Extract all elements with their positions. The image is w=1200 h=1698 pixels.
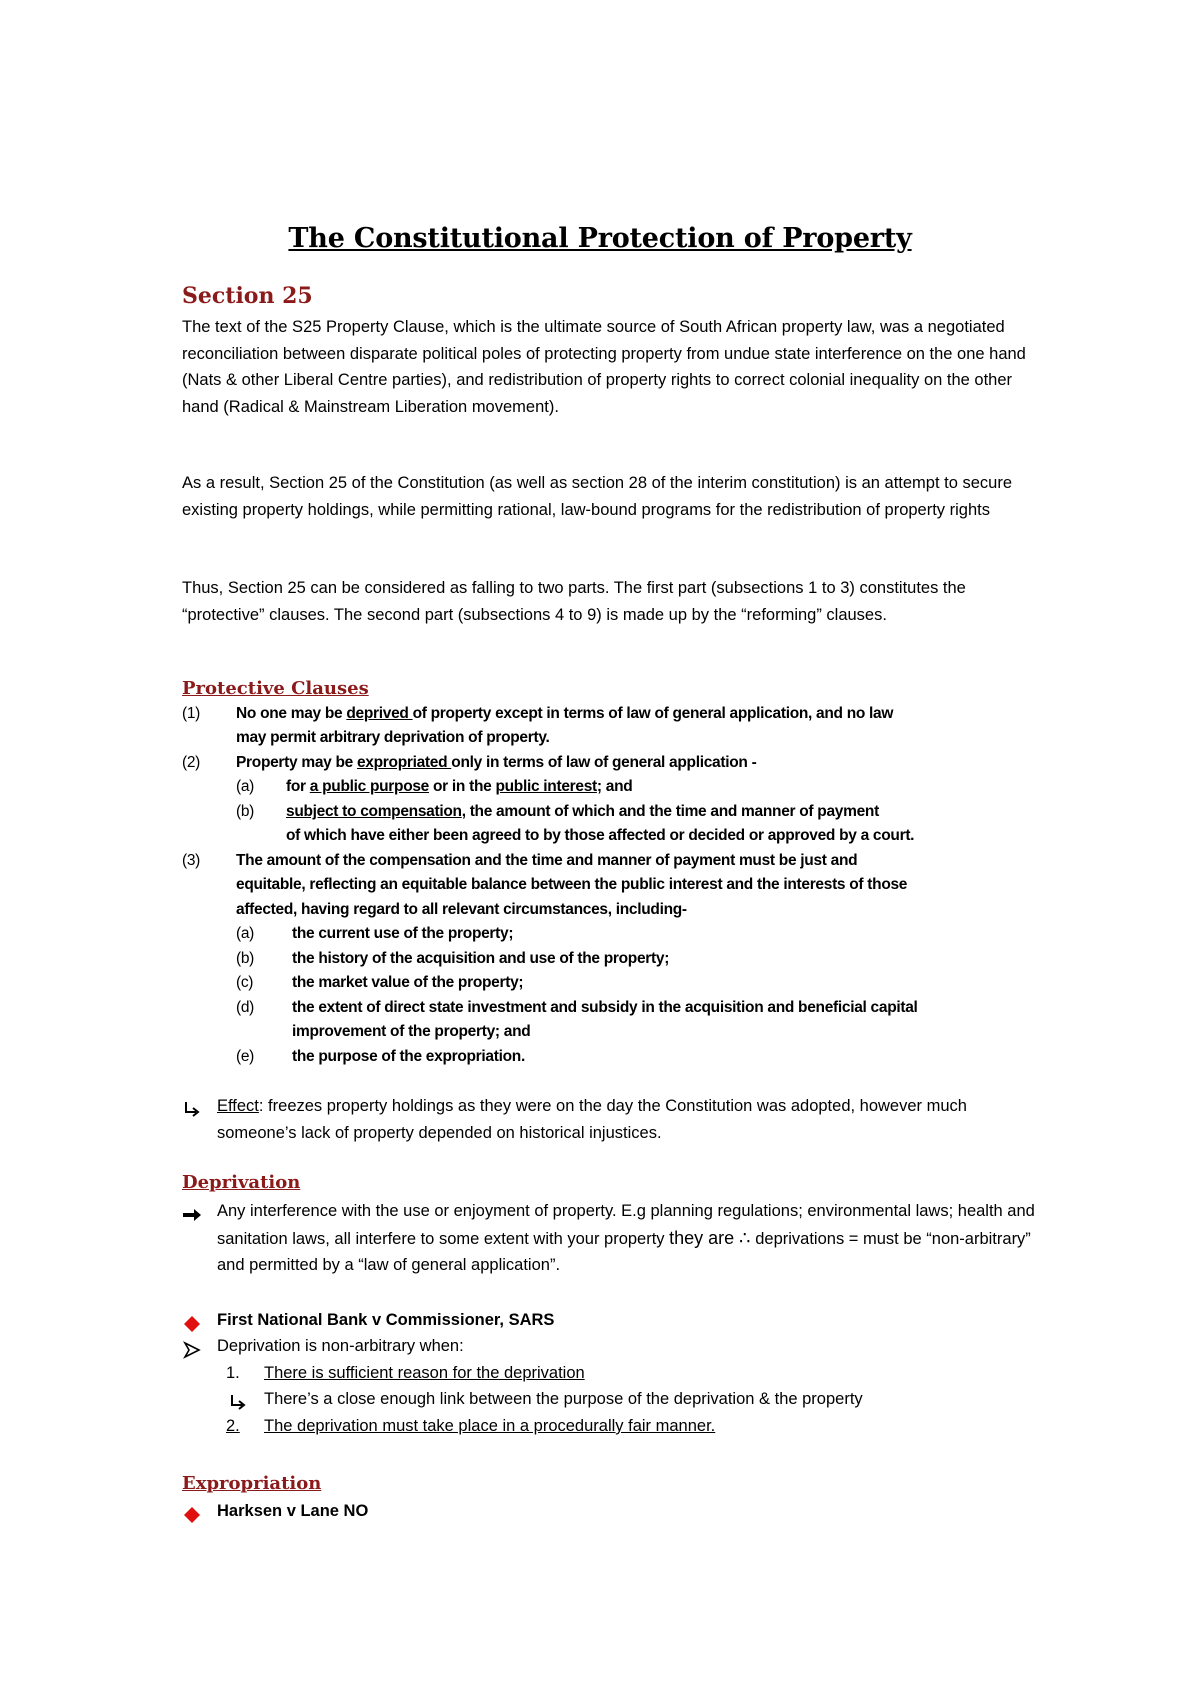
sub-clause-number: (a) bbox=[236, 778, 255, 795]
red-diamond-icon bbox=[182, 1505, 202, 1525]
case-first-national-bank: First National Bank v Commissioner, SARS bbox=[217, 1311, 555, 1329]
sub-clause-number: (d) bbox=[236, 999, 255, 1016]
clause-underlined-term: subject to compensation bbox=[286, 803, 462, 820]
right-arrow-icon bbox=[182, 1205, 202, 1225]
clause-text: No one may be bbox=[236, 705, 347, 722]
clause-text: for bbox=[286, 778, 310, 795]
clause-text: or in the bbox=[429, 778, 496, 795]
list-item-1 bbox=[226, 1360, 585, 1387]
section-25-paragraph-1: The text of the S25 Property Clause, which is the ultimate source of South African property law, was a negotiated reconciliation between disparate political poles of protecting property from undue state interference on the one hand (Nats & other Liberal Centre parties), and redistribution of property rights to correct colonial inequality on the other hand (Radical & Mainstream Liberation movement). bbox=[182, 318, 1026, 416]
clause-text: the purpose of the expropriation. bbox=[292, 1048, 525, 1065]
sub-clause-number: (b) bbox=[236, 803, 255, 820]
expropriation-heading: Expropriation bbox=[182, 1473, 322, 1494]
list-number: 2. bbox=[226, 1417, 240, 1435]
clause-3d-line-2: improvement of the property; and bbox=[292, 1023, 531, 1040]
clause-text: only in terms of law of general application - bbox=[451, 754, 757, 771]
deprivation-definition bbox=[217, 1198, 1037, 1279]
page-title: The Constitutional Protection of Property bbox=[288, 223, 912, 254]
effect-label: Effect bbox=[217, 1097, 259, 1115]
effect-note bbox=[217, 1093, 1037, 1146]
clause-text: the extent of direct state investment and subsidy in the acquisition and beneficial capital bbox=[292, 999, 918, 1016]
sub-clause-number: (e) bbox=[236, 1048, 255, 1065]
deprivation-heading: Deprivation bbox=[182, 1172, 301, 1193]
list-number: 1. bbox=[226, 1364, 240, 1382]
list-text: There is sufficient reason for the deprivation bbox=[264, 1364, 585, 1382]
clause-3-line-2: equitable, reflecting an equitable balance between the public interest and the interests of those bbox=[236, 876, 908, 893]
clause-text: ; and bbox=[596, 778, 633, 795]
clause-number: (1) bbox=[182, 705, 201, 722]
clause-text: the current use of the property; bbox=[292, 925, 514, 942]
case-harksen-v-lane: Harksen v Lane NO bbox=[217, 1502, 369, 1520]
list-text: The deprivation must take place in a procedurally fair manner. bbox=[264, 1417, 716, 1435]
clause-underlined-term: public interest bbox=[495, 778, 597, 795]
clause-underlined-term: a public purpose bbox=[309, 778, 429, 795]
sub-point-link: There’s a close enough link between the purpose of the deprivation & the property bbox=[264, 1390, 863, 1408]
red-diamond-icon bbox=[182, 1314, 202, 1334]
sub-clause-number: (b) bbox=[236, 950, 255, 967]
definition-text: they are ∴ bbox=[669, 1227, 751, 1248]
clause-text: Property may be bbox=[236, 754, 357, 771]
clause-underlined-term: expropriated bbox=[356, 754, 452, 771]
non-arbitrary-intro: Deprivation is non-arbitrary when: bbox=[217, 1337, 464, 1355]
clause-3-line-3: affected, having regard to all relevant circumstances, including- bbox=[236, 901, 687, 918]
definition-text: deprivations = must be “non-arbitrary” and permitted by a “law of general application”. bbox=[217, 1229, 1031, 1274]
definition-text: Any interference with the use or enjoyment of property. E.g planning regulations; environmental laws; health and sanitation laws, all interfere to some extent with your property bbox=[217, 1202, 1035, 1248]
clause-underlined-term: deprived bbox=[346, 705, 413, 722]
clause-number: (3) bbox=[182, 852, 201, 869]
clause-number: (2) bbox=[182, 754, 201, 771]
clause-text: , the amount of which and the time and manner of payment bbox=[461, 803, 879, 820]
clause-2b-line-2: of which have either been agreed to by those affected or decided or approved by a court. bbox=[286, 827, 915, 844]
clause-text: the history of the acquisition and use of the property; bbox=[292, 950, 670, 967]
list-item-2 bbox=[226, 1413, 716, 1440]
curved-arrow-icon bbox=[182, 1100, 202, 1120]
clause-text: The amount of the compensation and the time and manner of payment must be just and bbox=[236, 852, 858, 869]
curved-arrow-icon bbox=[228, 1393, 248, 1413]
section-25-heading: Section 25 bbox=[182, 283, 313, 309]
sub-clause-number: (a) bbox=[236, 925, 255, 942]
section-25-paragraph-2: As a result, Section 25 of the Constitution (as well as section 28 of the interim constitution) is an attempt to secure existing property holdings, while permitting rational, law-bound programs for the redistribution of property rights bbox=[182, 474, 1013, 519]
arrowhead-icon bbox=[182, 1340, 202, 1360]
clause-1-line-2: may permit arbitrary deprivation of property. bbox=[236, 729, 550, 746]
clause-text: of property except in terms of law of general application, and no law bbox=[412, 705, 894, 722]
protective-clauses-heading: Protective Clauses bbox=[182, 678, 369, 699]
sub-clause-number: (c) bbox=[236, 974, 254, 991]
section-25-paragraph-3: Thus, Section 25 can be considered as falling to two parts. The first part (subsections 1 to 3) constitutes the “protective” clauses. The second part (subsections 4 to 9) is made up by the “reforming” clauses. bbox=[182, 579, 966, 624]
clause-text: the market value of the property; bbox=[292, 974, 524, 991]
effect-text: : freezes property holdings as they were on the day the Constitution was adopted, however much someone’s lack of property depended on historical injustices. bbox=[217, 1097, 967, 1142]
